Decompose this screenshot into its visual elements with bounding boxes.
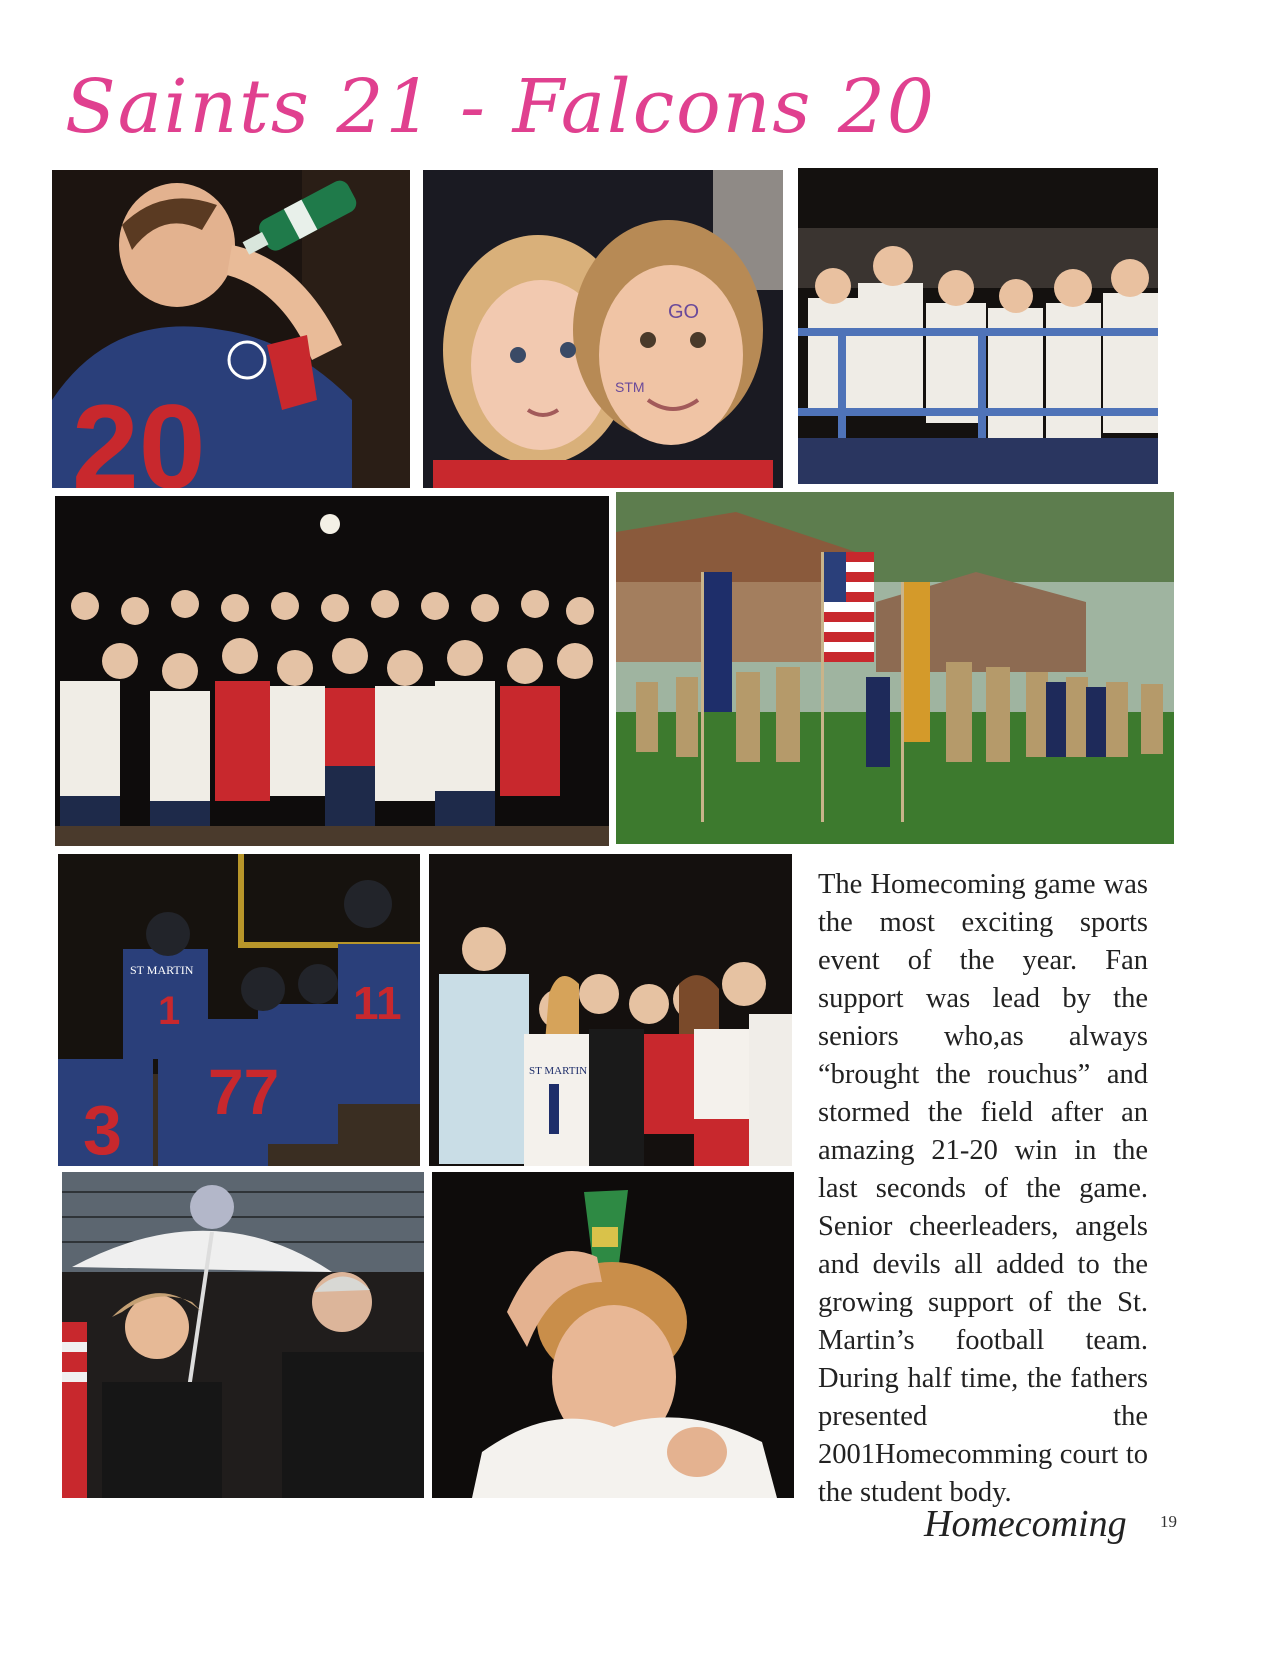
article-body: The Homecoming game was the most exciting sports event of the year. Fan support was lead by the seniors who,as always “brought the rouchus” and stormed the field after an amazing 21-20 win in the last seconds of the game. Senior cheerleaders, angels and devils all added to the growing support of the St. Martin’s football team. During half time, the fathers presented the 2001Homecomming court to the student body. — [818, 869, 1148, 1508]
page-title: Saints 21 - Falcons 20 — [65, 64, 937, 150]
jersey-1: 1 — [158, 989, 181, 1033]
jersey-text-st-martin-fan: ST MARTIN — [529, 1065, 588, 1077]
face-paint-go: GO — [668, 301, 700, 323]
jersey-11: 11 — [353, 977, 402, 1029]
photo-boy-cup-on-head — [432, 1172, 794, 1498]
jersey-77: 77 — [208, 1056, 280, 1128]
photo-football-players — [58, 854, 420, 1166]
photo-senior-students — [429, 854, 792, 1166]
photo-student-group-night — [55, 496, 609, 846]
photo-girls-face-paint — [423, 170, 783, 488]
face-paint-stm: STM — [615, 379, 645, 395]
jersey-3: 3 — [83, 1091, 122, 1166]
photo-kids-in-stands — [798, 168, 1158, 484]
photo-player-drinking — [52, 170, 410, 488]
section-label: Homecoming — [924, 1503, 1127, 1545]
jersey-text-st-martin: ST MARTIN — [130, 963, 194, 977]
photo-fans-with-umbrella — [62, 1172, 424, 1498]
jersey-number: 20 — [72, 380, 206, 488]
page-number: 19 — [1160, 1512, 1177, 1531]
photo-scouts-flag-salute — [616, 492, 1174, 844]
